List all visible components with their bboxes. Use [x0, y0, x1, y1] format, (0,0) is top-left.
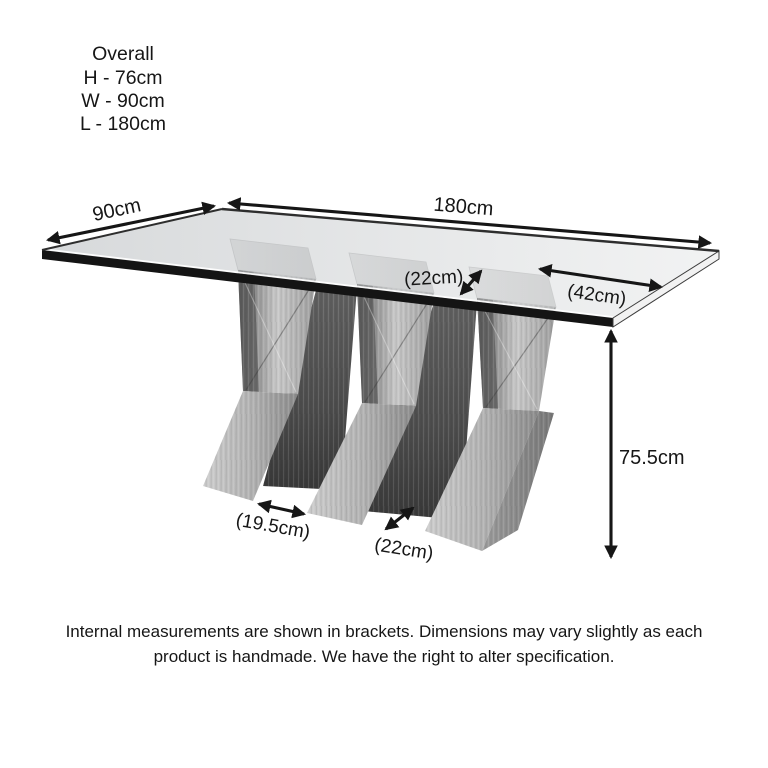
pillar-top-depth-label: (22cm): [403, 266, 464, 291]
length-dimension-label: 180cm: [432, 193, 495, 221]
overall-title: Overall: [92, 43, 154, 65]
overall-width: W - 90cm: [81, 90, 165, 112]
overall-length: L - 180cm: [80, 113, 166, 135]
base-gap-center-label: (22cm): [373, 534, 435, 565]
overall-spec-block: [80, 43, 166, 135]
overall-height: H - 76cm: [83, 67, 163, 89]
top-overhang-label: (42cm): [566, 281, 628, 311]
base-gap-left-label: (19.5cm): [234, 509, 312, 544]
base-gap-left-arrow: [259, 504, 304, 514]
disclaimer-line-2: product is handmade. We have the right to alter specification.: [153, 647, 615, 666]
height-dimension-label: 75.5cm: [619, 447, 685, 469]
disclaimer: [66, 622, 703, 666]
width-dimension-label: 90cm: [90, 194, 143, 226]
disclaimer-line-1: Internal measurements are shown in brackets. Dimensions may vary slightly as each: [65, 622, 703, 641]
